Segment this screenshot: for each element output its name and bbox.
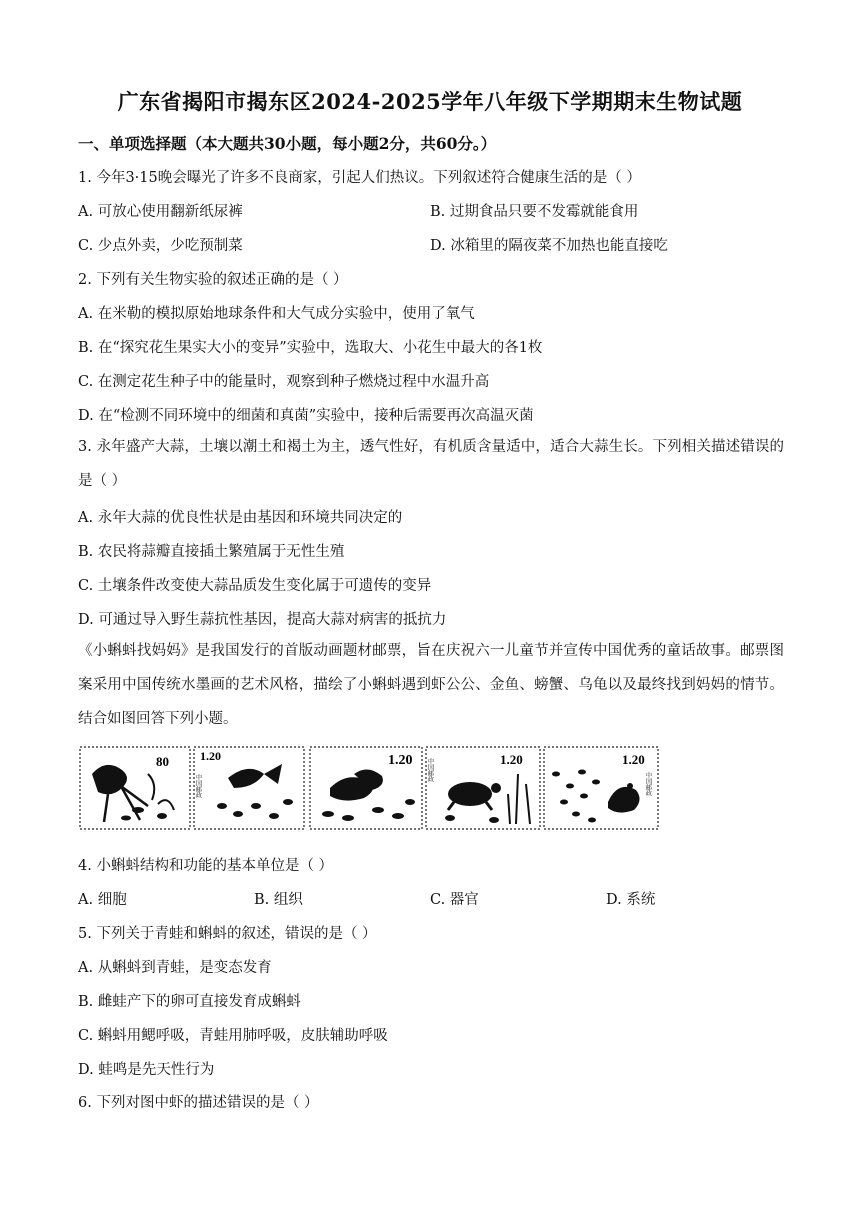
q6-stem: 6. 下列对图中虾的描述错误的是（ ） (78, 1095, 319, 1111)
q1-option-c: C. 少点外卖，少吃预制菜 (78, 238, 243, 254)
stamp-5-value: 1.20 (622, 752, 645, 767)
q5-option-a: A. 从蝌蚪到青蛙，是变态发育 (78, 960, 272, 976)
q2-option-d: D. 在“检测不同环境中的细菌和真菌”实验中，接种后需要再次高温灭菌 (78, 408, 534, 424)
q1-option-b: B. 过期食品只要不发霉就能食用 (430, 204, 639, 220)
section-heading: 一、单项选择题（本大题共30小题，每小题2分，共60分。） (78, 134, 497, 153)
q2-option-b: B. 在“探究花生果实大小的变异”实验中，选取大、小花生中最大的各1枚 (78, 340, 543, 356)
q4-option-c: C. 器官 (430, 892, 479, 908)
q1-option-a: A. 可放心使用翻新纸尿裤 (78, 204, 243, 220)
q4-option-d: D. 系统 (606, 892, 656, 908)
stamp-2-country: 中国邮政 (194, 774, 202, 798)
stamp-strip-image (78, 744, 660, 832)
q2-stem: 2. 下列有关生物实验的叙述正确的是（ ） (78, 272, 348, 288)
stamp-4-country: 中国邮政 (426, 758, 434, 782)
q3-option-a: A. 永年大蒜的优良性状是由基因和环境共同决定的 (78, 510, 403, 526)
q2-option-c: C. 在测定花生种子中的能量时，观察到种子燃烧过程中水温升高 (78, 374, 490, 390)
stamp-1-value: 80 (156, 754, 169, 769)
q1-stem: 1. 今年3·15晚会曝光了许多不良商家，引起人们热议。下列叙述符合健康生活的是（ ） (78, 170, 641, 186)
q5-option-c: C. 蝌蚪用鳃呼吸，青蛙用肺呼吸，皮肤辅助呼吸 (78, 1028, 388, 1044)
q3-stem: 3. 永年盛产大蒜，土壤以潮土和褐土为主，透气性好，有机质含量适中，适合大蒜生长。下列相关描述错误的是（ ） (78, 439, 784, 489)
q2-option-a: A. 在米勒的模拟原始地球条件和大气成分实验中，使用了氧气 (78, 306, 475, 322)
q3-option-d: D. 可通过导入野生蒜抗性基因，提高大蒜对病害的抵抗力 (78, 612, 447, 628)
q4-option-b: B. 组织 (254, 892, 303, 908)
q4-option-a: A. 细胞 (78, 892, 127, 908)
stamp-2-value: 1.20 (200, 749, 221, 763)
stamp-4-value: 1.20 (500, 752, 523, 767)
q3-option-b: B. 农民将蒜瓣直接插土繁殖属于无性生殖 (78, 544, 345, 560)
stamp-5-country: 中国邮政 (644, 772, 652, 796)
page-title: 广东省揭阳市揭东区2024-2025学年八年级下学期期末生物试题 (117, 89, 743, 114)
q5-option-d: D. 蛙鸣是先天性行为 (78, 1062, 215, 1078)
q5-stem: 5. 下列关于青蛙和蝌蚪的叙述，错误的是（ ） (78, 926, 377, 942)
stamp-passage: 《小蝌蚪找妈妈》是我国发行的首版动画题材邮票，旨在庆祝六一儿童节并宣传中国优秀的童话故事。邮票图案采用中国传统水墨画的艺术风格，描绘了小蝌蚪遇到虾公公、金鱼、螃蟹、乌龟以及最终找到妈妈的情节。结合如图回答下列小题。 (78, 643, 784, 727)
q3-option-c: C. 土壤条件改变使大蒜品质发生变化属于可遗传的变异 (78, 578, 432, 594)
stamp-3-value: 1.20 (388, 753, 413, 768)
q5-option-b: B. 雌蛙产下的卵可直接发育成蝌蚪 (78, 994, 301, 1010)
q1-option-d: D. 冰箱里的隔夜菜不加热也能直接吃 (430, 238, 668, 254)
q4-stem: 4. 小蝌蚪结构和功能的基本单位是（ ） (78, 858, 334, 874)
